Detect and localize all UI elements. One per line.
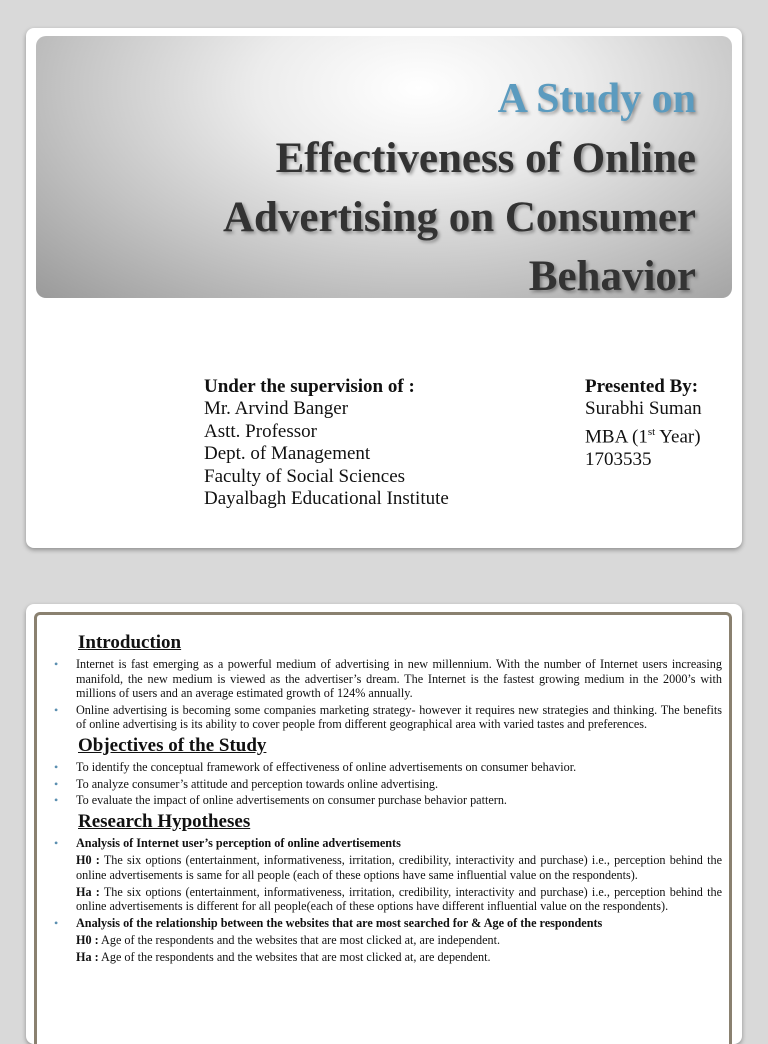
hypothesis-1-h0 [40,853,722,882]
program-sup: st [647,425,656,438]
presenter-roll: 1703535 [585,448,652,470]
h0-text: The six options (entertainment, informativeness, irritation, credibility, interactivity and purchase) i.e., perception behind the online advertisements is same for all people (each of these options have same influential value on the respondents). [76,853,723,882]
supervisor-dept: Dept. of Management [204,443,371,465]
ha-label: Ha : [76,884,100,899]
supervisor-institute: Dayalbagh Educational Institute [204,488,449,510]
hypothesis-2-h0 [40,933,722,948]
h0-label: H0 : [76,933,99,948]
program-post: Year) [655,426,701,448]
objectives-heading: Objectives of the Study [78,734,267,756]
presenter-block [585,376,702,471]
bullet-icon: • [54,776,59,791]
bullet-icon: • [54,657,59,671]
bullet-icon: • [54,793,59,808]
introduction-heading: Introduction [78,632,182,653]
hypothesis-2-ha [40,950,722,965]
title-banner [36,36,732,298]
ha-text: The six options (entertainment, informativeness, irritation, credibility, interactivity and purchase) i.e., perception behind the online advertisements is different for all people(each of these options have different influential value on the respondents). [76,884,723,914]
list-item [40,916,722,931]
bullet-text: To evaluate the impact of online advertisements on consumer purchase behavior pattern. [76,793,507,808]
ha-text: Age of the respondents and the websites that are most clicked at, are dependent. [98,949,491,964]
program-pre: MBA (1 [585,426,648,448]
supervisor-name: Mr. Arvind Banger [204,398,349,420]
bullet-icon: • [54,702,59,717]
bullet-icon: • [54,759,59,774]
h0-label: H0 : [76,853,100,868]
bullet-icon: • [54,835,59,850]
slide-content [40,632,722,967]
supervisor-title: Astt. Professor [204,420,317,442]
hypotheses-heading: Research Hypotheses [78,810,251,832]
list-item [40,836,722,851]
supervisor-faculty: Faculty of Social Sciences [204,465,406,487]
list-item [40,777,722,792]
presenter-heading: Presented By: [585,376,699,397]
list-item [40,657,722,701]
ha-label: Ha : [76,949,99,964]
title-slide [26,28,742,548]
hypothesis-1-title: Analysis of Internet user’s perception of online advertisements [76,835,401,850]
hypothesis-1-ha [40,885,722,914]
introduction-list [40,657,722,732]
bullet-text: Internet is fast emerging as a powerful medium of advertising in new millennium. With the number of Internet users increasing manifold, the new medium is viewed as the advertiser’s dream. The Internet is the fastest growing medium in the 2000’s with millions of users and an average estimated growth of 124% annually. [76,657,722,701]
supervision-heading: Under the supervision of : [204,376,415,397]
list-item [40,793,722,808]
h0-text: Age of the respondents and the websites that are most clicked at, are independent. [98,933,501,948]
bullet-text: To identify the conceptual framework of effectiveness of online advertisements on consumer behavior. [76,759,577,774]
presenter-name: Surabhi Suman [585,398,702,420]
hypotheses-list-2 [40,916,722,931]
bullet-icon: • [54,915,59,930]
title-line-1: A Study on [497,76,696,122]
bullet-text: To analyze consumer’s attitude and perception towards online advertising. [76,776,439,791]
hypothesis-2-title: Analysis of the relationship between the websites that are most searched for & Age of the respondents [76,915,603,930]
content-slide [26,604,742,1044]
presenter-program [585,421,702,449]
list-item [40,703,722,732]
list-item [40,760,722,775]
objectives-list [40,760,722,808]
hypotheses-list [40,836,722,851]
supervision-block [204,376,449,510]
bullet-text: Online advertising is becoming some companies marketing strategy- however it requires new strategies and thinking. The benefits of online advertising is its ability to cover people from different geographical area with varied tastes and preferences. [76,702,722,732]
slide-title: Effectiveness of Online Advertising on Consumer Behavior [222,135,696,300]
